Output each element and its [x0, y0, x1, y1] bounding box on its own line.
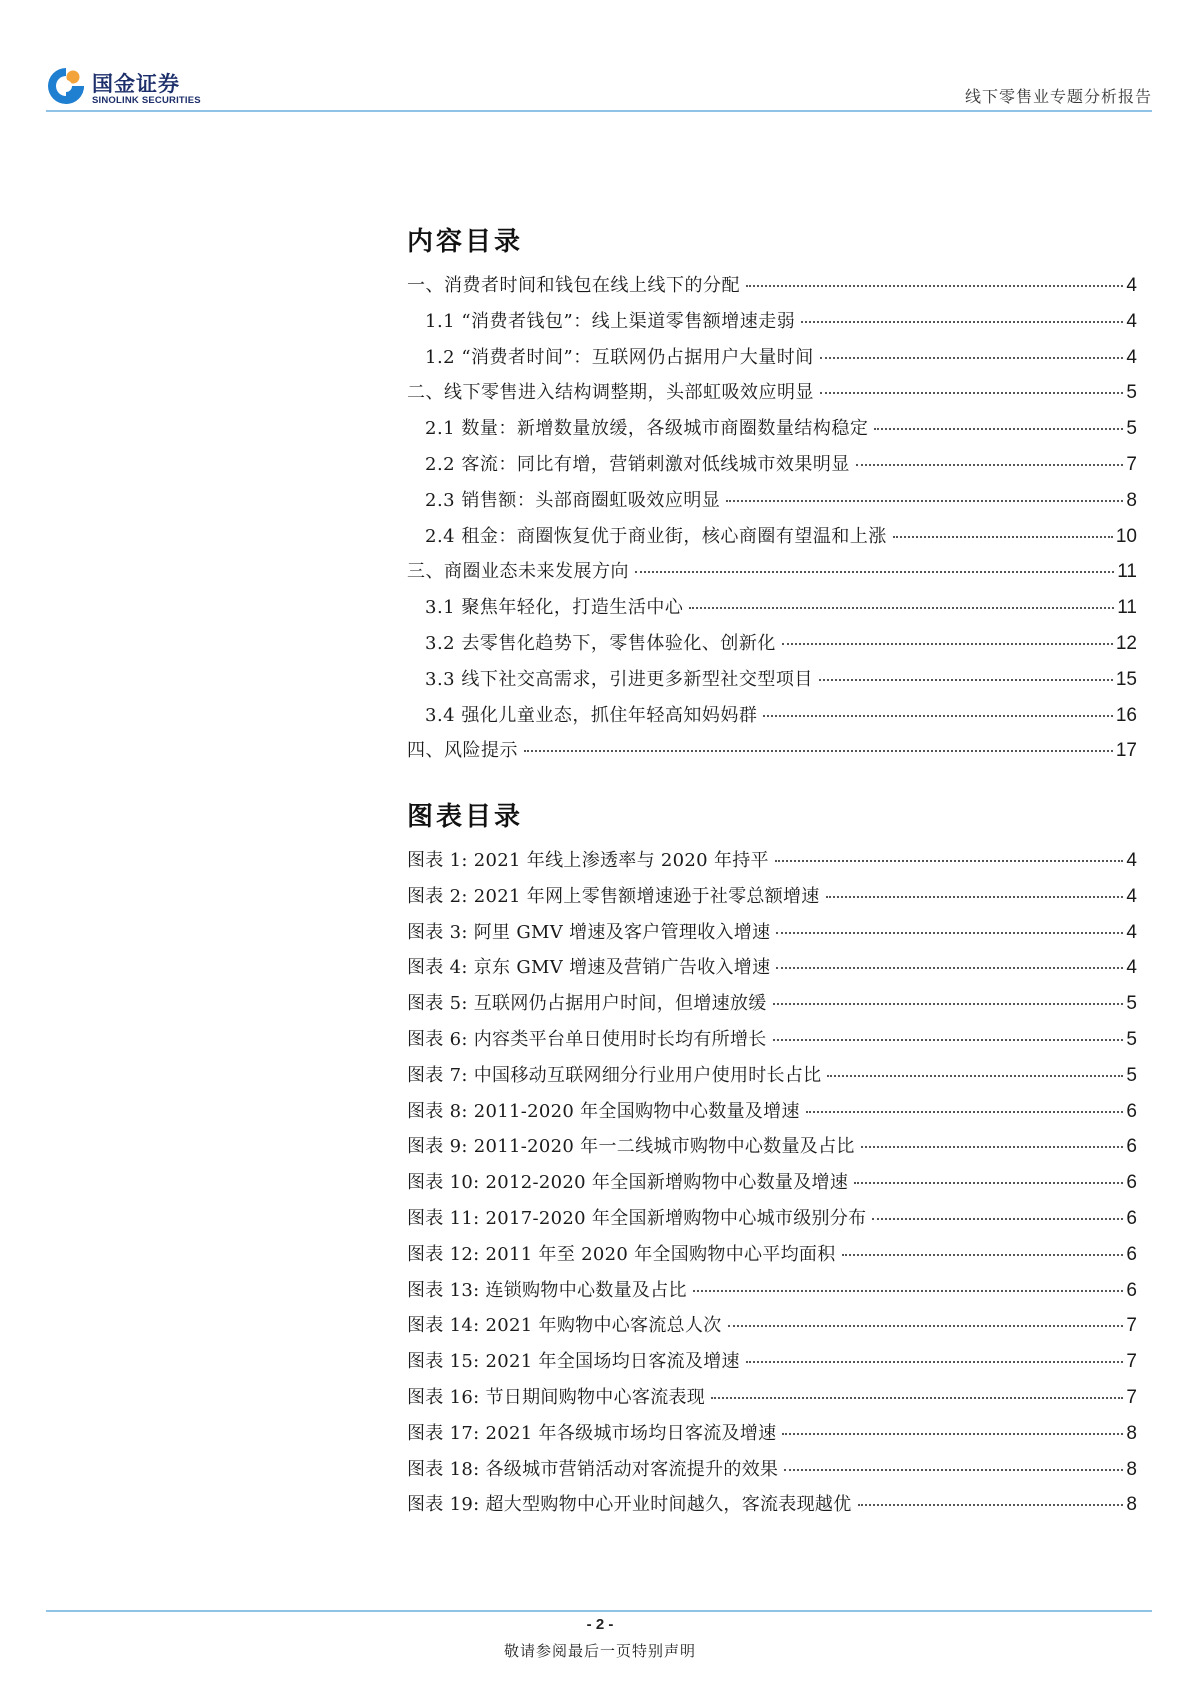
toc-entry-title: 2.2 客流：同比有增，营销刺激对低线城市效果明显 — [425, 453, 850, 475]
dot-leader — [784, 1469, 1123, 1471]
dot-leader — [861, 1146, 1124, 1148]
figure-toc-entry[interactable] — [407, 956, 1137, 992]
figure-toc-entry[interactable] — [407, 1279, 1137, 1315]
toc-entry-title: 三、商圈业态未来发展方向 — [407, 561, 629, 583]
toc-entry-page-number: 17 — [1115, 740, 1137, 762]
toc-entry[interactable] — [407, 739, 1137, 775]
dot-leader — [689, 607, 1114, 609]
dot-leader — [819, 679, 1113, 681]
figure-toc-entry-page-number: 8 — [1126, 1458, 1137, 1480]
figure-toc-entry-page-number: 6 — [1126, 1136, 1137, 1158]
figure-toc-entry-title: 图表 18: 各级城市营销活动对客流提升的效果 — [407, 1458, 779, 1480]
figure-toc-entry[interactable] — [407, 921, 1137, 957]
figure-toc-entry[interactable] — [407, 1422, 1137, 1458]
dot-leader — [854, 1182, 1123, 1184]
figure-toc-entry-page-number: 7 — [1126, 1351, 1137, 1373]
dot-leader — [728, 1325, 1124, 1327]
dot-leader — [763, 715, 1113, 717]
figure-toc-entry-title: 图表 14: 2021 年购物中心客流总人次 — [407, 1315, 722, 1337]
toc-entry-page-number: 12 — [1115, 632, 1137, 654]
figure-toc-entry-title: 图表 10: 2012-2020 年全国新增购物中心数量及增速 — [407, 1172, 849, 1194]
toc-entry-title: 二、线下零售进入结构调整期，头部虹吸效应明显 — [407, 382, 814, 404]
figure-toc-entry-page-number: 4 — [1126, 957, 1137, 979]
figure-toc-entry-title: 图表 6: 内容类平台单日使用时长均有所增长 — [407, 1028, 767, 1050]
figure-toc-entry-title: 图表 11: 2017-2020 年全国新增购物中心城市级别分布 — [407, 1207, 867, 1229]
figure-toc-entry-page-number: 4 — [1126, 850, 1137, 871]
toc-entry-page-number: 11 — [1117, 597, 1137, 619]
figure-toc-entry[interactable] — [407, 1028, 1137, 1064]
toc-entry[interactable] — [407, 417, 1137, 453]
figure-toc-entry[interactable] — [407, 1314, 1137, 1350]
toc-entry-page-number: 4 — [1126, 275, 1137, 296]
logo-english-name: SINOLINK SECURITIES — [92, 95, 201, 106]
figure-toc-entry[interactable] — [407, 885, 1137, 921]
toc-entry-title: 2.3 销售额：头部商圈虹吸效应明显 — [425, 489, 721, 511]
dot-leader — [801, 321, 1123, 323]
dot-leader — [776, 932, 1123, 934]
figure-toc-entry-page-number: 4 — [1126, 921, 1137, 943]
toc-entry-page-number: 4 — [1126, 346, 1137, 368]
dot-leader — [827, 1075, 1123, 1077]
dot-leader — [874, 428, 1123, 430]
toc-entry[interactable] — [407, 489, 1137, 525]
toc-entry[interactable] — [407, 525, 1137, 561]
figure-toc-entry-page-number: 8 — [1126, 1422, 1137, 1444]
figure-toc-entry-page-number: 5 — [1126, 1064, 1137, 1086]
figure-toc-entry[interactable] — [407, 992, 1137, 1028]
figure-toc-entry-title: 图表 5: 互联网仍占据用户时间，但增速放缓 — [407, 993, 767, 1015]
figure-toc-entry-page-number: 7 — [1126, 1386, 1137, 1408]
figure-toc-entry[interactable] — [407, 1493, 1137, 1529]
dot-leader — [726, 500, 1123, 502]
toc-entry-page-number: 11 — [1117, 561, 1137, 583]
dot-leader — [746, 285, 1123, 287]
figure-toc-entry[interactable] — [407, 1207, 1137, 1243]
toc-entry-title: 3.2 去零售化趋势下，零售体验化、创新化 — [425, 632, 776, 654]
figure-toc-section — [407, 797, 1137, 1529]
toc-section — [407, 222, 1137, 775]
toc-entry-title: 一、消费者时间和钱包在线上线下的分配 — [407, 275, 740, 296]
toc-entry-title: 3.3 线下社交高需求，引进更多新型社交型项目 — [425, 668, 813, 690]
toc-entry-page-number: 15 — [1115, 668, 1137, 690]
toc-entry[interactable] — [407, 453, 1137, 489]
figure-toc-entry-page-number: 4 — [1126, 885, 1137, 907]
figure-toc-entry[interactable] — [407, 1171, 1137, 1207]
figure-toc-entry-page-number: 5 — [1126, 1028, 1137, 1050]
dot-leader — [693, 1290, 1124, 1292]
dot-leader — [782, 643, 1113, 645]
figure-toc-heading: 图表目录 — [407, 802, 524, 832]
header-divider — [46, 110, 1152, 112]
toc-entry-title: 1.2 “消费者时间”：互联网仍占据用户大量时间 — [425, 346, 814, 368]
dot-leader — [820, 357, 1124, 359]
figure-toc-entry-title: 图表 8: 2011-2020 年全国购物中心数量及增速 — [407, 1100, 800, 1122]
figure-toc-entry[interactable] — [407, 1100, 1137, 1136]
toc-entry[interactable] — [407, 381, 1137, 417]
footer-disclaimer: 敬请参阅最后一页特别声明 — [503, 1642, 696, 1660]
figure-toc-entry-title: 图表 4: 京东 GMV 增速及营销广告收入增速 — [407, 957, 771, 979]
figure-toc-entry-title: 图表 3: 阿里 GMV 增速及客户管理收入增速 — [407, 921, 771, 943]
dot-leader — [826, 896, 1124, 898]
toc-entry-page-number: 16 — [1115, 704, 1137, 726]
toc-entry-title: 2.1 数量：新增数量放缓，各级城市商圈数量结构稳定 — [425, 418, 869, 440]
toc-entry-page-number: 5 — [1126, 418, 1137, 440]
toc-entry[interactable] — [407, 704, 1137, 740]
dot-leader — [711, 1397, 1123, 1399]
toc-entry-title: 1.1 “消费者钱包”：线上渠道零售额增速走弱 — [425, 310, 796, 332]
figure-toc-entry[interactable] — [407, 1386, 1137, 1422]
figure-toc-entry-page-number: 8 — [1126, 1494, 1137, 1516]
figure-toc-entry-title: 图表 7: 中国移动互联网细分行业用户使用时长占比 — [407, 1064, 822, 1086]
toc-entry[interactable] — [407, 632, 1137, 668]
dot-leader — [858, 1504, 1124, 1506]
dot-leader — [872, 1218, 1123, 1220]
toc-heading: 内容目录 — [407, 227, 524, 257]
figure-toc-entry[interactable] — [407, 1064, 1137, 1100]
dot-leader — [524, 750, 1113, 752]
figure-toc-entry-title: 图表 16: 节日期间购物中心客流表现 — [407, 1386, 706, 1408]
toc-entry[interactable] — [407, 596, 1137, 632]
dot-leader — [806, 1111, 1124, 1113]
dot-leader — [776, 967, 1123, 969]
page-number: - 2 - — [586, 1616, 614, 1633]
figure-toc-entry[interactable] — [407, 1243, 1137, 1279]
toc-list — [407, 274, 1137, 775]
dot-leader — [773, 1003, 1124, 1005]
figure-toc-entry[interactable] — [407, 849, 1137, 885]
toc-entry-page-number: 8 — [1126, 489, 1137, 511]
figure-toc-entry[interactable] — [407, 1350, 1137, 1386]
figure-toc-entry-title: 图表 2: 2021 年网上零售额增速逊于社零总额增速 — [407, 885, 820, 907]
dot-leader — [635, 571, 1114, 573]
dot-leader — [856, 464, 1124, 466]
toc-entry[interactable] — [407, 310, 1137, 346]
toc-entry[interactable] — [407, 560, 1137, 596]
page-header — [46, 62, 1152, 114]
figure-toc-entry-page-number: 5 — [1126, 993, 1137, 1015]
figure-toc-entry-page-number: 6 — [1126, 1243, 1137, 1265]
figure-toc-entry-title: 图表 13: 连锁购物中心数量及占比 — [407, 1279, 687, 1301]
footer-divider — [46, 1610, 1152, 1612]
dot-leader — [773, 1039, 1124, 1041]
figure-toc-entry-page-number: 6 — [1126, 1279, 1137, 1301]
figure-toc-entry-page-number: 7 — [1126, 1315, 1137, 1337]
figure-toc-entry-title: 图表 15: 2021 年全国场均日客流及增速 — [407, 1351, 740, 1373]
toc-entry[interactable] — [407, 274, 1137, 310]
dot-leader — [746, 1361, 1124, 1363]
toc-entry-page-number: 7 — [1126, 453, 1137, 475]
figure-toc-entry-title: 图表 12: 2011 年至 2020 年全国购物中心平均面积 — [407, 1243, 836, 1265]
dot-leader — [775, 860, 1124, 862]
toc-entry-title: 四、风险提示 — [407, 740, 518, 762]
dot-leader — [893, 536, 1113, 538]
dot-leader — [782, 1433, 1123, 1435]
toc-entry-page-number: 10 — [1115, 525, 1137, 547]
figure-toc-entry-title: 图表 17: 2021 年各级城市场均日客流及增速 — [407, 1422, 777, 1444]
toc-entry-title: 2.4 租金：商圈恢复优于商业街，核心商圈有望温和上涨 — [425, 525, 887, 547]
sinolink-logo-icon — [46, 66, 86, 106]
figure-toc-entry-title: 图表 9: 2011-2020 年一二线城市购物中心数量及占比 — [407, 1136, 855, 1158]
figure-toc-list — [407, 849, 1137, 1529]
figure-toc-entry-title: 图表 19: 超大型购物中心开业时间越久，客流表现越优 — [407, 1494, 852, 1516]
figure-toc-entry[interactable] — [407, 1458, 1137, 1494]
dot-leader — [842, 1254, 1124, 1256]
toc-entry-title: 3.1 聚焦年轻化，打造生活中心 — [425, 597, 684, 619]
dot-leader — [820, 392, 1123, 394]
figure-toc-entry-page-number: 6 — [1126, 1172, 1137, 1194]
toc-entry[interactable] — [407, 668, 1137, 704]
logo-chinese-name: 国金证券 — [92, 72, 180, 96]
company-logo — [46, 66, 226, 110]
figure-toc-entry-page-number: 6 — [1126, 1207, 1137, 1229]
report-title: 线下零售业专题分析报告 — [964, 87, 1152, 106]
toc-entry-title: 3.4 强化儿童业态，抓住年轻高知妈妈群 — [425, 704, 758, 726]
figure-toc-entry-title: 图表 1: 2021 年线上渗透率与 2020 年持平 — [407, 850, 769, 871]
figure-toc-entry-page-number: 6 — [1126, 1100, 1137, 1122]
toc-entry-page-number: 4 — [1126, 310, 1137, 332]
toc-entry[interactable] — [407, 346, 1137, 382]
toc-entry-page-number: 5 — [1126, 382, 1137, 404]
figure-toc-entry[interactable] — [407, 1135, 1137, 1171]
